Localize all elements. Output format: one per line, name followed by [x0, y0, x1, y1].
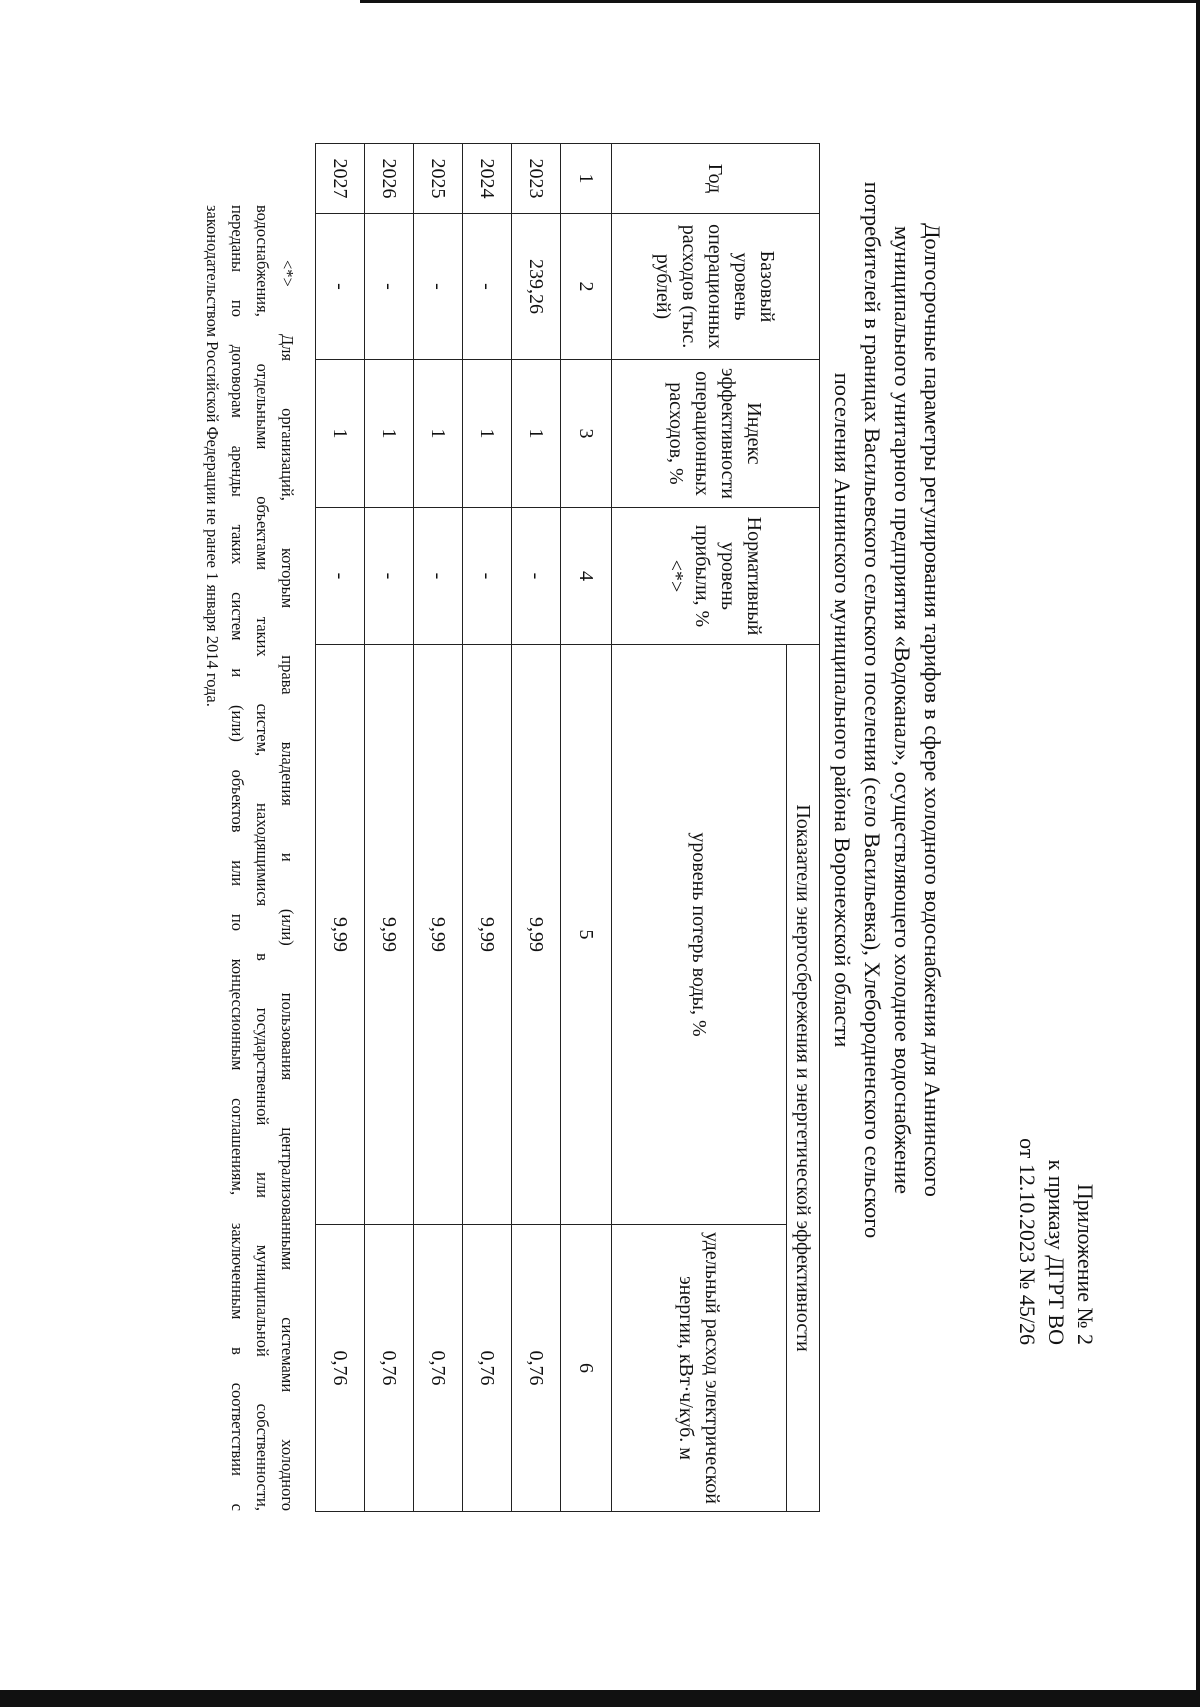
scan-edge-bottom [0, 1690, 1200, 1707]
cell-water-loss: 9,99 [414, 645, 463, 1225]
cell-water-loss: 9,99 [365, 645, 414, 1225]
cell-base-level: - [414, 214, 463, 360]
cell-base-level: 239,26 [512, 214, 561, 360]
table-row [414, 144, 463, 1512]
cell-base-level: - [365, 214, 414, 360]
document-title [827, 160, 947, 1260]
header-specific-consumption: удельный расход электрической энергии, кВт·ч/куб. м [612, 1225, 787, 1512]
title-line: поселения Аннинского муниципального района Воронежской области [830, 372, 855, 1048]
cell-year: 2027 [316, 144, 365, 214]
footnote-line: законодательством Российской Федерации не ранее 1 января 2014 года. [203, 205, 222, 707]
cell-base-level: - [316, 214, 365, 360]
cell-water-loss: 9,99 [512, 645, 561, 1225]
cell-specific-consumption: 0,76 [512, 1225, 561, 1512]
cell-efficiency-index: 1 [316, 360, 365, 508]
annex-order-date: от 12.10.2023 № 45/26 [1015, 1138, 1040, 1345]
header-efficiency-index: Индекс эффективности операционных расходов, % [612, 360, 820, 508]
cell-base-level: - [463, 214, 512, 360]
footnote-line: переданы по договорам аренды таких систем и (или) объектов или по концессионным соглашениям, заключенным в соответствии с [228, 205, 247, 1511]
cell-profit-level: - [365, 508, 414, 645]
title-line: муниципального унитарного предприятия «Водоканал», осуществляющего холодное водоснабжение [890, 225, 915, 1195]
column-number: 5 [561, 645, 612, 1225]
header-energy-group: Показатели энергосбережения и энергетической эффективности [787, 645, 820, 1512]
column-number: 2 [561, 214, 612, 360]
header-profit-level: Нормативный уровень прибыли, % <*> [612, 508, 820, 645]
footnote [200, 205, 300, 1511]
cell-profit-level: - [414, 508, 463, 645]
column-number: 4 [561, 508, 612, 645]
cell-efficiency-index: 1 [512, 360, 561, 508]
annex-order-ref: к приказу ДГРТ ВО [1044, 1159, 1069, 1345]
cell-profit-level: - [316, 508, 365, 645]
cell-specific-consumption: 0,76 [463, 1225, 512, 1512]
cell-efficiency-index: 1 [414, 360, 463, 508]
title-line: потребителей в границах Васильевского сельского поселения (село Васильевка), Хлебородненского сельского [860, 181, 885, 1239]
column-number: 3 [561, 360, 612, 508]
cell-water-loss: 9,99 [463, 645, 512, 1225]
cell-specific-consumption: 0,76 [365, 1225, 414, 1512]
tariff-parameters-table [315, 143, 820, 1512]
table-row [365, 144, 414, 1512]
annex-block [1013, 1138, 1100, 1345]
footnote-line: водоснабжения, отдельными объектами таких систем, находящимися в государственной или муниципальной собственности, [253, 205, 272, 1511]
table-header-row [787, 144, 820, 1512]
header-year: Год [612, 144, 820, 214]
cell-year: 2023 [512, 144, 561, 214]
cell-year: 2026 [365, 144, 414, 214]
column-number: 6 [561, 1225, 612, 1512]
cell-water-loss: 9,99 [316, 645, 365, 1225]
cell-profit-level: - [512, 508, 561, 645]
cell-efficiency-index: 1 [365, 360, 414, 508]
cell-specific-consumption: 0,76 [414, 1225, 463, 1512]
cell-specific-consumption: 0,76 [316, 1225, 365, 1512]
cell-year: 2024 [463, 144, 512, 214]
header-base-level: Базовый уровень операционных расходов (тыс. рублей) [612, 214, 820, 360]
cell-profit-level: - [463, 508, 512, 645]
header-water-loss: уровень потерь воды, % [612, 645, 787, 1225]
table-row [316, 144, 365, 1512]
cell-year: 2025 [414, 144, 463, 214]
table-row [512, 144, 561, 1512]
annex-number: Приложение № 2 [1073, 1183, 1098, 1345]
table-row [463, 144, 512, 1512]
cell-efficiency-index: 1 [463, 360, 512, 508]
title-line: Долгосрочные параметры регулирования тарифов в сфере холодного водоснабжения для Аннинского [920, 223, 945, 1197]
footnote-line: <*> Для организаций, которым права владения и (или) пользования централизованными системами холодного [278, 260, 297, 1511]
column-number: 1 [561, 144, 612, 214]
column-number-row [561, 144, 612, 1512]
